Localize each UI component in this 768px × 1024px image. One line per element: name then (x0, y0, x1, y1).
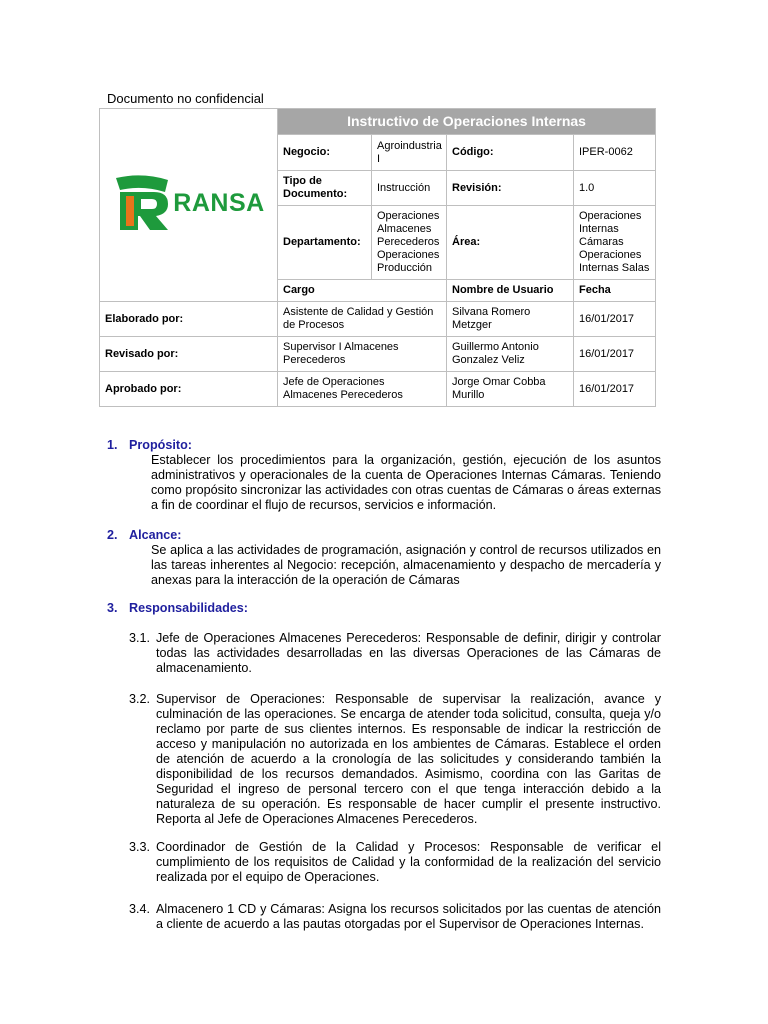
section-body: Se aplica a las actividades de programación, asignación y control de recursos utilizados en las tareas inherentes al Negocio: recepción, almacenamiento y despacho de mercadería y anexas para la interacción de la operación de Cámaras (151, 543, 661, 587)
departamento-label: Departamento: (278, 206, 372, 280)
item-number: 3.3. (129, 840, 151, 854)
negocio-label: Negocio: (278, 135, 372, 171)
approval-usuario: Guillermo Antonio Gonzalez Veliz (447, 337, 574, 372)
approval-label: Revisado por: (100, 337, 278, 372)
revision-value: 1.0 (574, 171, 656, 206)
approval-cargo: Jefe de Operaciones Almacenes Perecederos (278, 372, 447, 407)
approval-fecha: 16/01/2017 (574, 302, 656, 337)
responsibility-item (129, 902, 661, 932)
document-title: Instructivo de Operaciones Internas (278, 109, 656, 135)
approval-fecha: 16/01/2017 (574, 372, 656, 407)
area-value: Operaciones Internas Cámaras Operaciones Internas Salas (574, 206, 656, 280)
item-text: Jefe de Operaciones Almacenes Perecederos: Responsable de definir, dirigir y controlar todas las actividades desarrolladas en las diversas Operaciones de las Cámaras de almacenamiento. (156, 631, 661, 675)
section-responsabilidades (107, 601, 661, 616)
approval-usuario: Silvana Romero Metzger (447, 302, 574, 337)
revision-label: Revisión: (447, 171, 574, 206)
negocio-value: Agroindustria I (372, 135, 447, 171)
codigo-value: IPER-0062 (574, 135, 656, 171)
ransa-r-icon (112, 174, 172, 232)
item-number: 3.1. (129, 631, 151, 645)
table-row (100, 337, 656, 372)
item-text: Supervisor de Operaciones: Responsable de supervisar la realización, avance y culminación de las operaciones. Se encarga de atender toda solicitud, consulta, queja y/o reclamo por parte de sus clientes internos. Es responsable de indicar la restricción de acceso y manipulación no autorizada en los ambientes de Cámaras. Establece el orden de atención de acuerdo a la cronología de las solicitudes y considerando también la disponibilidad de los recursos demandados. Asimismo, coordina con las Garitas de Seguridad el ingreso de personal tercero con el que tenga interacción debido a la naturaleza de su operación. Es responsable de hacer cumplir el presente instructivo. Reporta al Jefe de Operaciones Almacenes Perecederos. (156, 692, 661, 826)
usuario-header: Nombre de Usuario (447, 280, 574, 302)
section-proposito (107, 438, 661, 513)
table-row (100, 372, 656, 407)
section-title: Responsabilidades: (129, 601, 248, 615)
departamento-value: Operaciones Almacenes Perecederos Operaciones Producción (372, 206, 447, 280)
tipo-documento-value: Instrucción (372, 171, 447, 206)
item-number: 3.2. (129, 692, 151, 706)
section-body: Establecer los procedimientos para la organización, gestión, ejecución de los asuntos administrativos y operacionales de la cuenta de Operaciones Internas Cámaras. Teniendo como propósito sincronizar las actividades con otras cuentas de Cámaras o áreas externas a fin de coordinar el flujo de recursos, servicios e información. (151, 453, 661, 512)
item-number: 3.4. (129, 902, 151, 916)
approval-label: Elaborado por: (100, 302, 278, 337)
responsibility-item (129, 840, 661, 885)
tipo-documento-label: Tipo de Documento: (278, 171, 372, 206)
approval-cargo: Supervisor I Almacenes Perecederos (278, 337, 447, 372)
document-header-table (99, 108, 656, 407)
logo-cell (100, 109, 278, 302)
codigo-label: Código: (447, 135, 574, 171)
section-number: 1. (107, 438, 118, 452)
section-number: 3. (107, 601, 118, 615)
logo-text: RANSA (173, 188, 265, 217)
section-alcance (107, 528, 661, 588)
responsibility-item (129, 631, 661, 676)
ransa-logo (112, 174, 264, 232)
area-label: Área: (447, 206, 574, 280)
cargo-header: Cargo (278, 280, 447, 302)
section-title: Alcance: (129, 528, 182, 542)
item-text: Coordinador de Gestión de la Calidad y Procesos: Responsable de verificar el cumplimiento de los requisitos de Calidad y la conformidad de la realización del servicio realizada por el equipo de Operaciones. (156, 840, 661, 884)
approval-fecha: 16/01/2017 (574, 337, 656, 372)
table-row (100, 302, 656, 337)
item-text: Almacenero 1 CD y Cámaras: Asigna los recursos solicitados por las cuentas de atención a cliente de acuerdo a las pautas otorgadas por el Supervisor de Operaciones Internas. (156, 902, 661, 931)
responsibility-item (129, 692, 661, 827)
approval-label: Aprobado por: (100, 372, 278, 407)
fecha-header: Fecha (574, 280, 656, 302)
approval-cargo: Asistente de Calidad y Gestión de Procesos (278, 302, 447, 337)
confidential-note: Documento no confidencial (107, 91, 264, 106)
section-number: 2. (107, 528, 118, 542)
section-title: Propósito: (129, 438, 192, 452)
approval-usuario: Jorge Omar Cobba Murillo (447, 372, 574, 407)
